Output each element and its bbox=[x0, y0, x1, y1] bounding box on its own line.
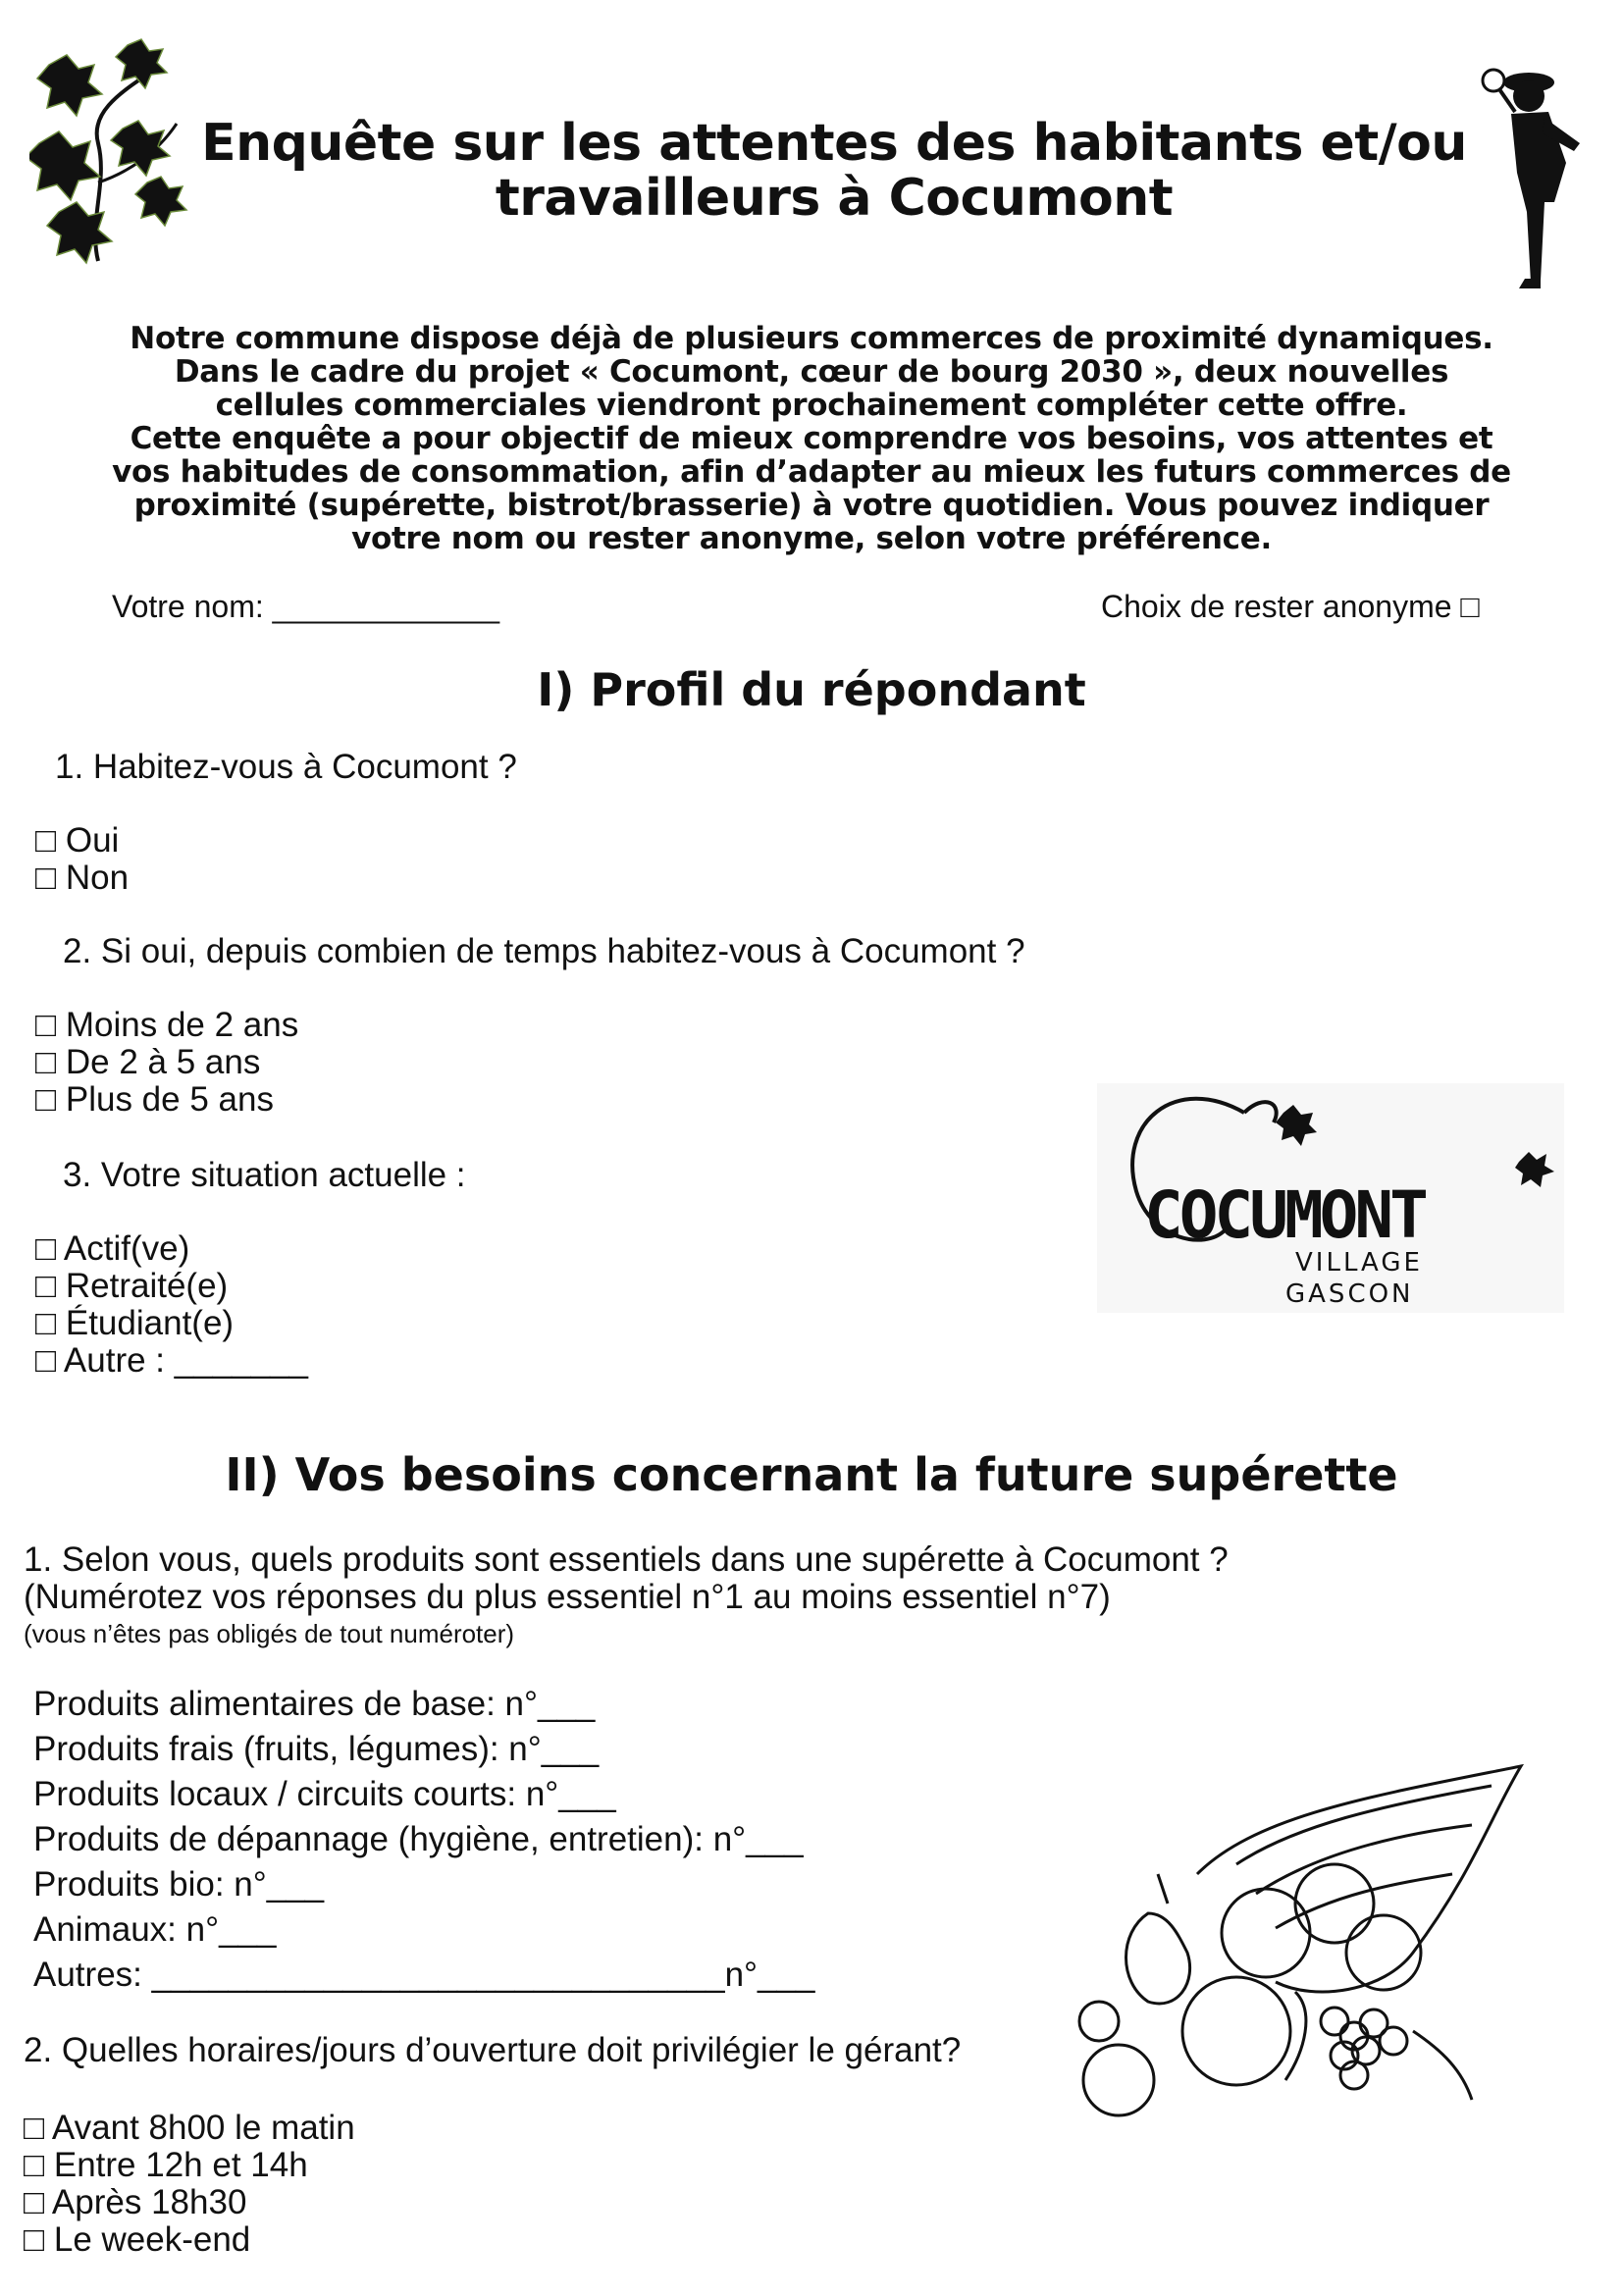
q3-options bbox=[35, 1230, 308, 1380]
option-less-2-years[interactable]: □ Moins de 2 ans bbox=[35, 1006, 299, 1044]
q1-options bbox=[35, 822, 129, 897]
product-other[interactable]: Autres: ______________________________n°___ bbox=[33, 1956, 815, 1994]
product-animals[interactable]: Animaux: n°___ bbox=[33, 1910, 277, 1949]
section2-title: II) Vos besoins concernant la future supérette bbox=[225, 1448, 1398, 1501]
product-essentials[interactable]: Produits de dépannage (hygiène, entretien): n°___ bbox=[33, 1820, 804, 1858]
option-autre[interactable]: □ Autre : _______ bbox=[35, 1341, 309, 1380]
option-12-14[interactable]: □ Entre 12h et 14h bbox=[24, 2146, 308, 2184]
option-non[interactable]: □ Non bbox=[35, 859, 130, 897]
section1-title: I) Profil du répondant bbox=[537, 663, 1086, 716]
product-list bbox=[33, 1682, 814, 1998]
logo-village: VILLAGE bbox=[1295, 1248, 1423, 1278]
s2-question-1-instructions: (Numérotez vos réponses du plus essentiel n°1 au moins essentiel n°7) bbox=[24, 1578, 1111, 1616]
logo-wordmark: COCUMONT bbox=[1144, 1177, 1425, 1253]
q2-options bbox=[35, 1007, 298, 1119]
product-local[interactable]: Produits locaux / circuits courts: n°___ bbox=[33, 1775, 616, 1813]
option-more-5-years[interactable]: □ Plus de 5 ans bbox=[35, 1080, 274, 1119]
intro-line: votre nom ou rester anonyme, selon votre préférence. bbox=[351, 521, 1272, 556]
option-actif[interactable]: □ Actif(ve) bbox=[35, 1229, 190, 1268]
survey-title bbox=[157, 116, 1511, 226]
title-line-1: Enquête sur les attentes des habitants et/ou bbox=[201, 114, 1467, 173]
option-oui[interactable]: □ Oui bbox=[35, 821, 120, 860]
intro-line: vos habitudes de consommation, afin d’adapter au mieux les futurs commerces de bbox=[112, 454, 1511, 490]
cornucopia-illustration bbox=[1060, 1756, 1550, 2149]
intro-line: Dans le cadre du projet « Cocumont, cœur de bourg 2030 », deux nouvelles bbox=[174, 354, 1449, 390]
s2-question-2: 2. Quelles horaires/jours d’ouverture doit privilégier le gérant? bbox=[24, 2031, 962, 2069]
product-organic[interactable]: Produits bio: n°___ bbox=[33, 1865, 325, 1904]
option-2-5-years[interactable]: □ De 2 à 5 ans bbox=[35, 1043, 261, 1081]
option-after-1830[interactable]: □ Après 18h30 bbox=[24, 2183, 247, 2221]
product-basic[interactable]: Produits alimentaires de base: n°___ bbox=[33, 1685, 596, 1723]
name-field[interactable]: Votre nom: _____________ bbox=[112, 589, 499, 624]
logo-gascon: GASCON bbox=[1285, 1279, 1414, 1309]
s2-question-1-note: (vous n’êtes pas obligés de tout numéroter) bbox=[24, 1619, 515, 1648]
intro-line: Cette enquête a pour objectif de mieux comprendre vos besoins, vos attentes et bbox=[130, 421, 1493, 456]
s2-question-1: 1. Selon vous, quels produits sont essentiels dans une supérette à Cocumont ? bbox=[24, 1540, 1229, 1579]
question-1: 1. Habitez-vous à Cocumont ? bbox=[55, 748, 517, 786]
question-2: 2. Si oui, depuis combien de temps habitez-vous à Cocumont ? bbox=[63, 932, 1025, 970]
s2-q2-options bbox=[24, 2110, 355, 2259]
cocumont-logo bbox=[1097, 1083, 1564, 1313]
intro-line: cellules commerciales viendront prochainement compléter cette offre. bbox=[215, 388, 1408, 423]
option-retraite[interactable]: □ Retraité(e) bbox=[35, 1267, 229, 1305]
product-fresh[interactable]: Produits frais (fruits, légumes): n°___ bbox=[33, 1730, 600, 1768]
option-etudiant[interactable]: □ Étudiant(e) bbox=[35, 1304, 235, 1342]
anonymous-checkbox[interactable]: Choix de rester anonyme □ bbox=[1101, 589, 1480, 624]
intro-line: Notre commune dispose déjà de plusieurs commerces de proximité dynamiques. bbox=[130, 321, 1493, 356]
title-line-2: travailleurs à Cocumont bbox=[495, 169, 1174, 228]
intro-paragraph bbox=[59, 322, 1564, 555]
option-before-8[interactable]: □ Avant 8h00 le matin bbox=[24, 2109, 355, 2147]
question-3: 3. Votre situation actuelle : bbox=[63, 1156, 466, 1194]
option-weekend[interactable]: □ Le week-end bbox=[24, 2220, 251, 2259]
intro-line: proximité (supérette, bistrot/brasserie) à votre quotidien. Vous pouvez indiquer bbox=[133, 488, 1490, 523]
